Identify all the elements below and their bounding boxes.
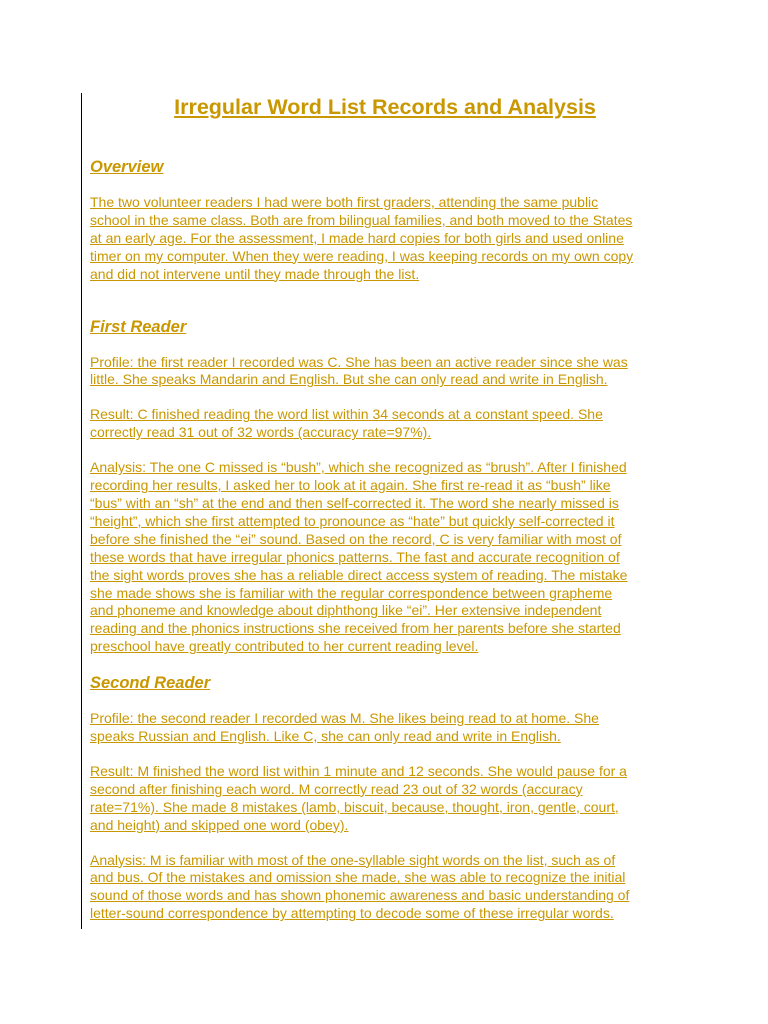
overview-paragraph xyxy=(90,194,680,284)
first-reader-result xyxy=(90,406,680,442)
page-title: Irregular Word List Records and Analysis xyxy=(174,95,596,119)
text-line: school in the same class. Both are from bilingual families, and both moved to the States xyxy=(90,211,633,228)
text-line: rate=71%). She made 8 mistakes (lamb, biscuit, because, thought, iron, gentle, court, xyxy=(90,798,619,815)
text-line: letter-sound correspondence by attempting to decode some of these irregular words. xyxy=(90,905,614,922)
text-line: Analysis: The one C missed is “bush”, which she recognized as “brush”. After I finished xyxy=(90,459,627,476)
text-line: reading and the phonics instructions she received from her parents before she started xyxy=(90,620,621,637)
section-heading-first-reader: First Reader xyxy=(90,317,187,336)
second-reader-analysis xyxy=(90,852,680,924)
text-line: Profile: the second reader I recorded was M. She likes being read to at home. She xyxy=(90,710,599,727)
section-heading-overview: Overview xyxy=(90,158,164,176)
first-reader-profile xyxy=(90,354,680,390)
text-line: “bus” with an “sh” at the end and then self-corrected it. The word she nearly missed is xyxy=(90,494,619,511)
text-line: at an early age. For the assessment, I made hard copies for both girls and used online xyxy=(90,229,624,246)
text-line: Result: M finished the word list within 1 minute and 12 seconds. She would pause for a xyxy=(90,762,627,779)
text-line: recording her results, I asked her to look at it again. She first re-read it as “bush” like xyxy=(90,477,611,494)
text-line: before she finished the “ei” sound. Based on the record, C is very familiar with most of xyxy=(90,530,622,547)
text-line: the sight words proves she has a reliable direct access system of reading. The mistake xyxy=(90,566,628,583)
text-line: and phoneme and knowledge about diphthong like “ei”. Her extensive independent xyxy=(90,602,602,619)
text-line: preschool have greatly contributed to her current reading level. xyxy=(90,638,479,655)
text-line: and height) and skipped one word (obey). xyxy=(90,816,349,833)
section-heading-second-reader: Second Reader xyxy=(90,674,211,693)
text-line: correctly read 31 out of 32 words (accuracy rate=97%). xyxy=(90,424,432,441)
text-line: sound of those words and has shown phonemic awareness and basic understanding of xyxy=(90,887,630,904)
text-line: Result: C finished reading the word list within 34 seconds at a constant speed. She xyxy=(90,406,603,423)
text-line: timer on my computer. When they were reading, I was keeping records on my own copy xyxy=(90,247,634,264)
left-margin-bar xyxy=(81,93,82,929)
text-line: little. She speaks Mandarin and English. But she can only read and write in English. xyxy=(90,371,608,388)
text-line: The two volunteer readers I had were both first graders, attending the same public xyxy=(90,194,599,210)
text-line: and bus. Of the mistakes and omission she made, she was able to recognize the initial xyxy=(90,869,626,886)
second-reader-profile xyxy=(90,710,680,746)
first-reader-analysis xyxy=(90,459,680,656)
second-reader-result xyxy=(90,763,680,835)
text-line: and did not intervene until they made through the list. xyxy=(90,265,420,282)
text-line: Analysis: M is familiar with most of the one-syllable sight words on the list, such as of xyxy=(90,851,616,868)
text-line: speaks Russian and English. Like C, she can only read and write in English. xyxy=(90,728,561,745)
document-content xyxy=(90,93,680,923)
text-line: “height”, which she first attempted to pronounce as “hate” but quickly self-corrected it xyxy=(90,512,615,529)
text-line: second after finishing each word. M correctly read 23 out of 32 words (accuracy xyxy=(90,780,583,797)
text-line: she made shows she is familiar with the regular correspondence between grapheme xyxy=(90,584,613,601)
text-line: these words that have irregular phonics patterns. The fast and accurate recognition of xyxy=(90,548,620,565)
text-line: Profile: the first reader I recorded was C. She has been an active reader since she was xyxy=(90,353,628,370)
